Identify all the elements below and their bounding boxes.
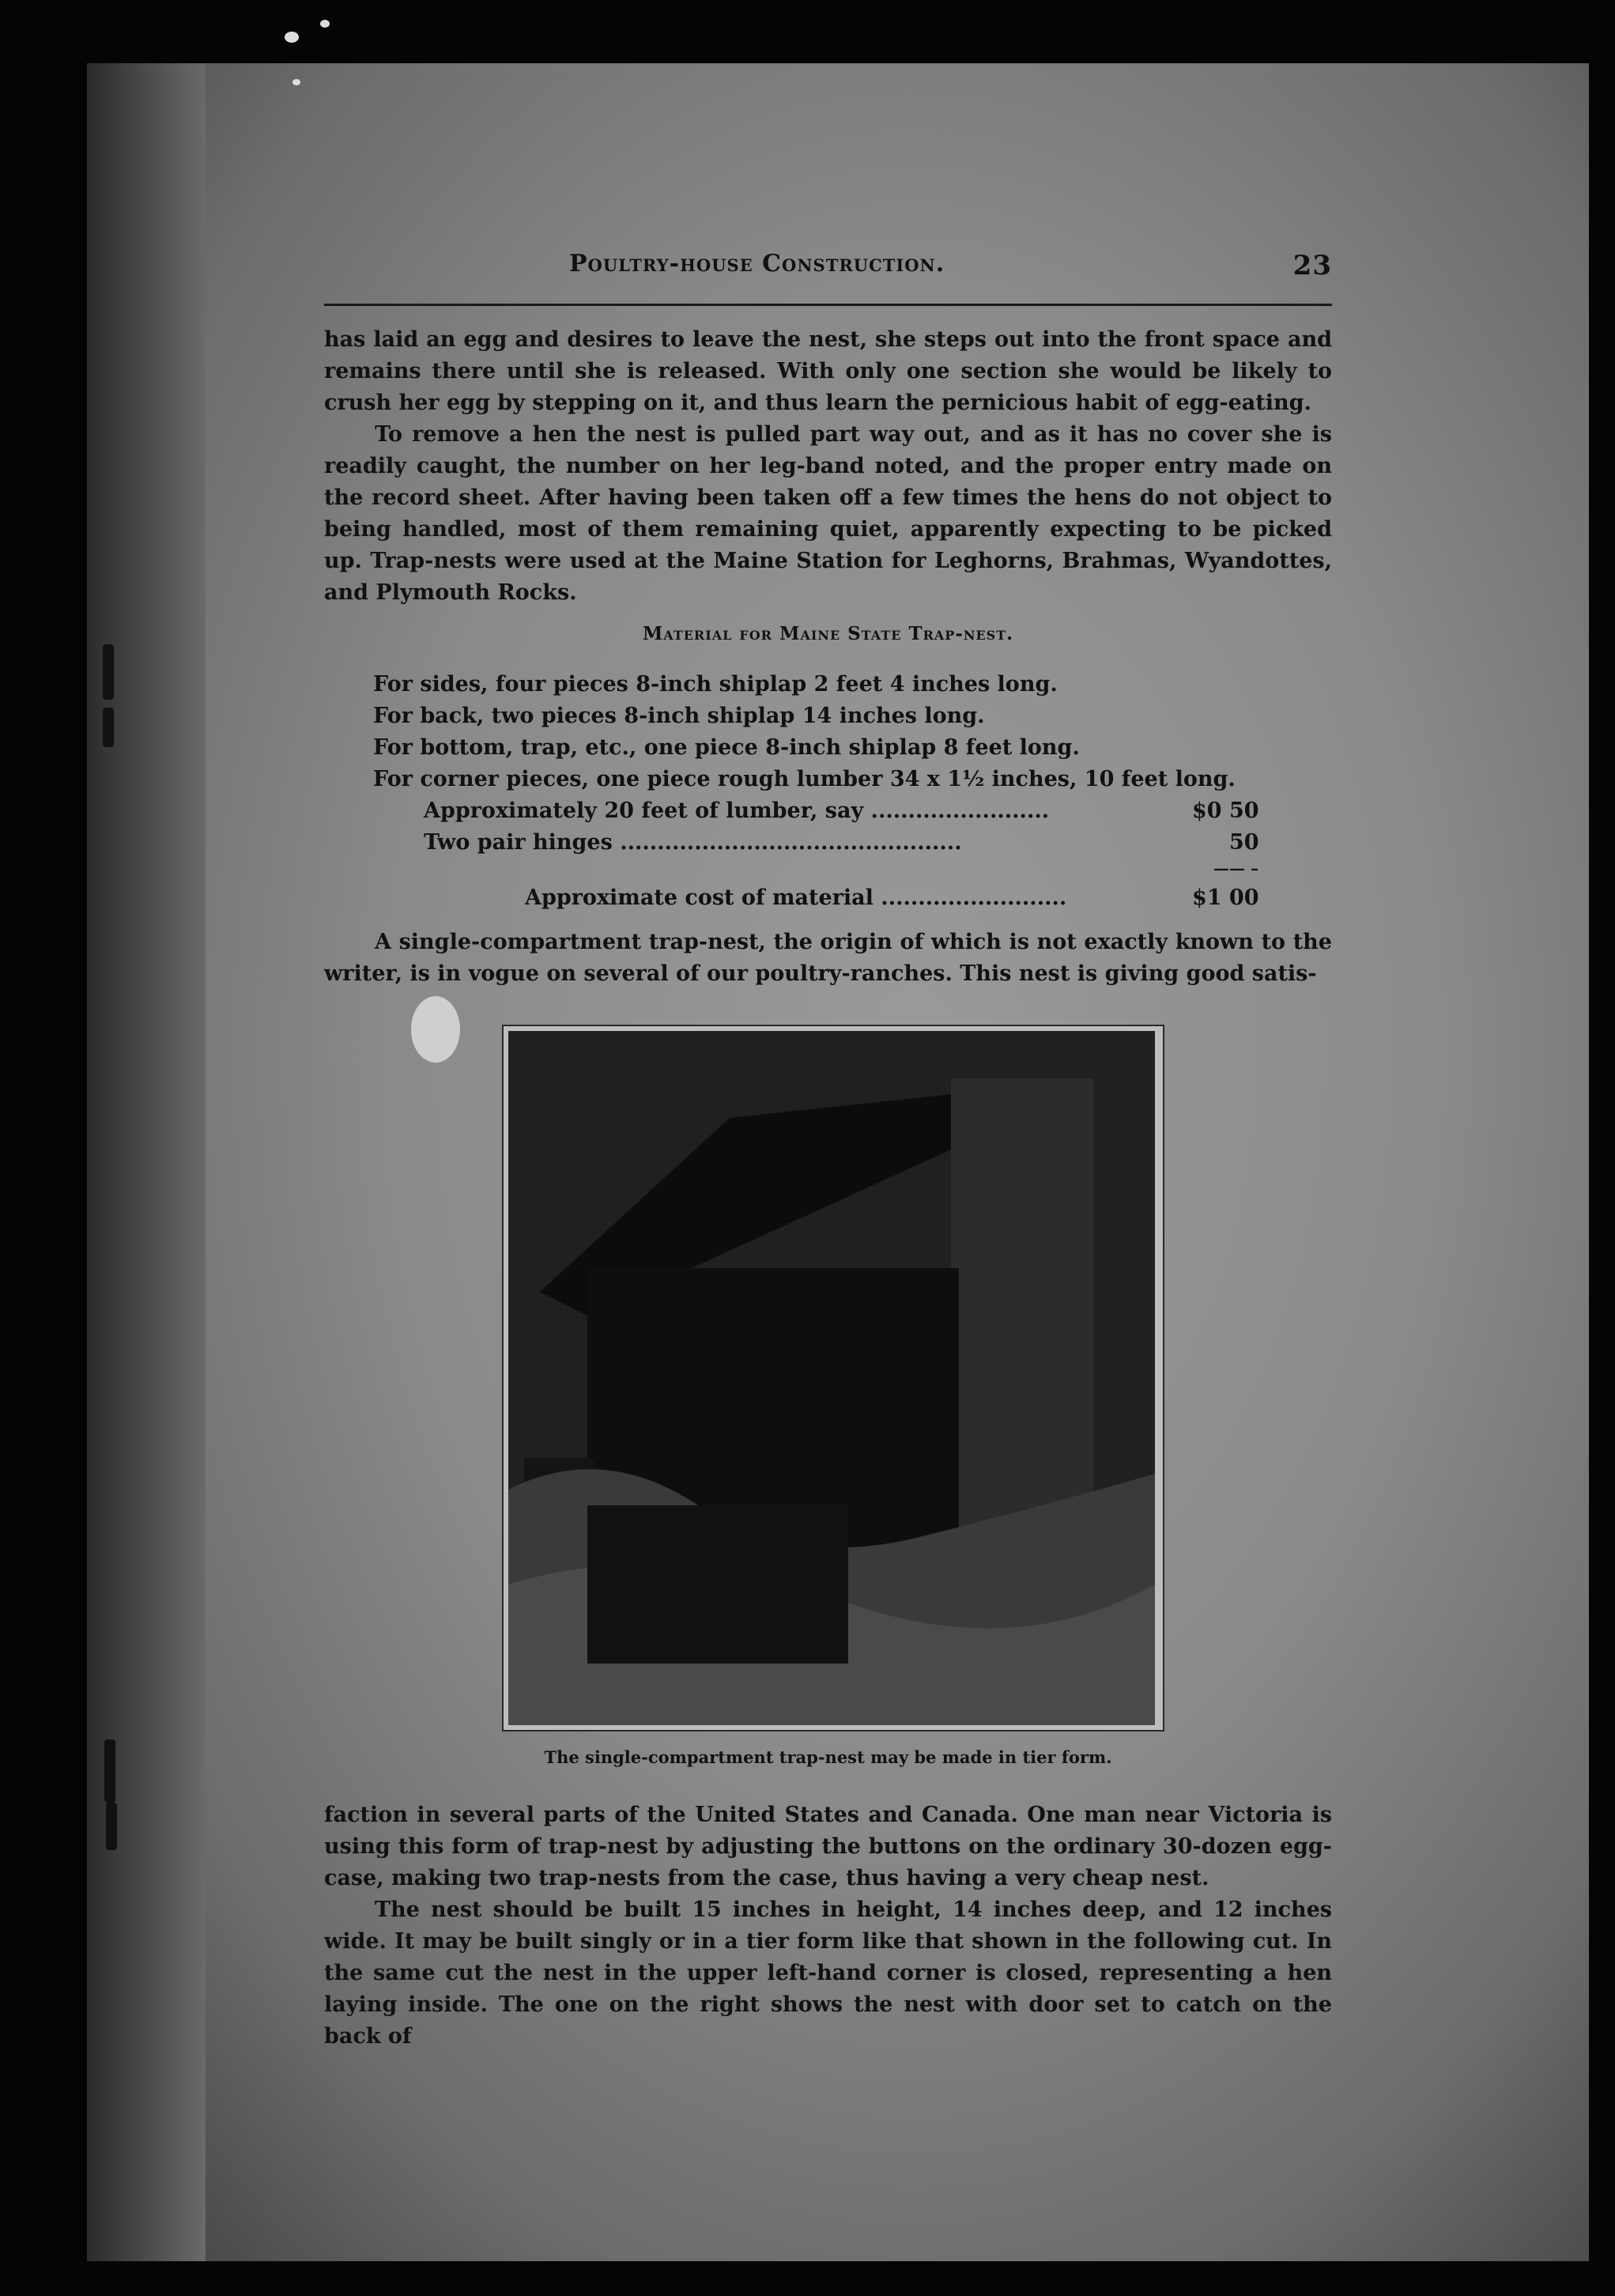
scan-speck xyxy=(285,32,299,43)
material-item: For back, two pieces 8-inch shiplap 14 inches long. xyxy=(373,704,985,728)
running-head xyxy=(569,250,1332,281)
body-paragraph xyxy=(324,324,1332,609)
cost-hinges-value: 50 xyxy=(1229,830,1259,855)
cost-total-value: $1 00 xyxy=(1192,886,1259,910)
body-paragraph xyxy=(324,927,1332,990)
binding-stitch xyxy=(104,1739,115,1803)
paragraph-2: To remove a hen the nest is pulled part way out, and as it has no cover she is readily caught, the number on her leg-band noted, and the proper entry made on the record sheet. After having been taken off a few times the hens do not object to being handled, most of them remaining quiet, apparently expecting to be picked up. Trap-nests were used at the Maine Station for Leghorns, Brahmas, Wyandottes, and Plymouth Rocks. xyxy=(324,422,1332,605)
light-spot xyxy=(411,996,460,1063)
sum-divider: —— – xyxy=(1213,859,1258,878)
material-item: For sides, four pieces 8-inch shiplap 2 feet 4 inches long. xyxy=(373,672,1058,697)
figure-caption: The single-compartment trap-nest may be made in tier form. xyxy=(544,1747,1112,1767)
paragraph-4: faction in several parts of the United States and Canada. One man near Victoria is using this form of trap-nest by adjusting the buttons on the ordinary 30-dozen egg-case, making two trap-nests from the case, thus having a very cheap nest. xyxy=(324,1803,1332,1890)
photo-illustration xyxy=(508,1031,1155,1725)
cost-lumber-value: $0 50 xyxy=(1192,799,1259,823)
page-gutter xyxy=(87,63,206,2261)
body-paragraph xyxy=(324,1799,1332,2052)
header-rule xyxy=(324,304,1332,306)
page-number: 23 xyxy=(1292,250,1332,281)
materials-list xyxy=(373,672,1338,799)
material-item: For bottom, trap, etc., one piece 8-inch shiplap 8 feet long. xyxy=(373,735,1080,760)
figure-photo-frame xyxy=(502,1025,1164,1731)
paragraph-1: has laid an egg and desires to leave the nest, she steps out into the front space and remains there until she is released. With only one section she would be likely to crush her egg by stepping on it, and thus learn the pernicious habit of egg-eating. xyxy=(324,327,1332,415)
cost-total-label: Approximate cost of material ......................... xyxy=(525,886,1067,910)
binding-stitch xyxy=(103,644,114,700)
paragraph-3: A single-compartment trap-nest, the origin of which is not exactly known to the writer, is in vogue on several of our poultry-ranches. This nest is giving good satis- xyxy=(324,930,1332,986)
scan-speck xyxy=(292,79,300,85)
binding-stitch xyxy=(106,1803,117,1850)
paragraph-5: The nest should be built 15 inches in height, 14 inches deep, and 12 inches wide. It may be built singly or in a tier form like that shown in the following cut. In the same cut the nest in the upper left-hand corner is closed, representing a hen laying inside. The one on the right shows the nest with door set to catch on the back of xyxy=(324,1898,1332,2049)
binding-stitch xyxy=(103,708,114,747)
cost-hinges-label: Two pair hinges .............................................. xyxy=(424,830,962,855)
scan-speck xyxy=(320,20,330,28)
trap-nest-photo xyxy=(508,1031,1155,1725)
material-item: For corner pieces, one piece rough lumber 34 x 1½ inches, 10 feet long. xyxy=(373,767,1236,791)
cost-lumber-label: Approximately 20 feet of lumber, say ........................ xyxy=(424,799,1050,823)
section-heading: Material for Maine State Trap-nest. xyxy=(642,623,1014,644)
running-title: Poultry-house Construction. xyxy=(569,250,945,278)
